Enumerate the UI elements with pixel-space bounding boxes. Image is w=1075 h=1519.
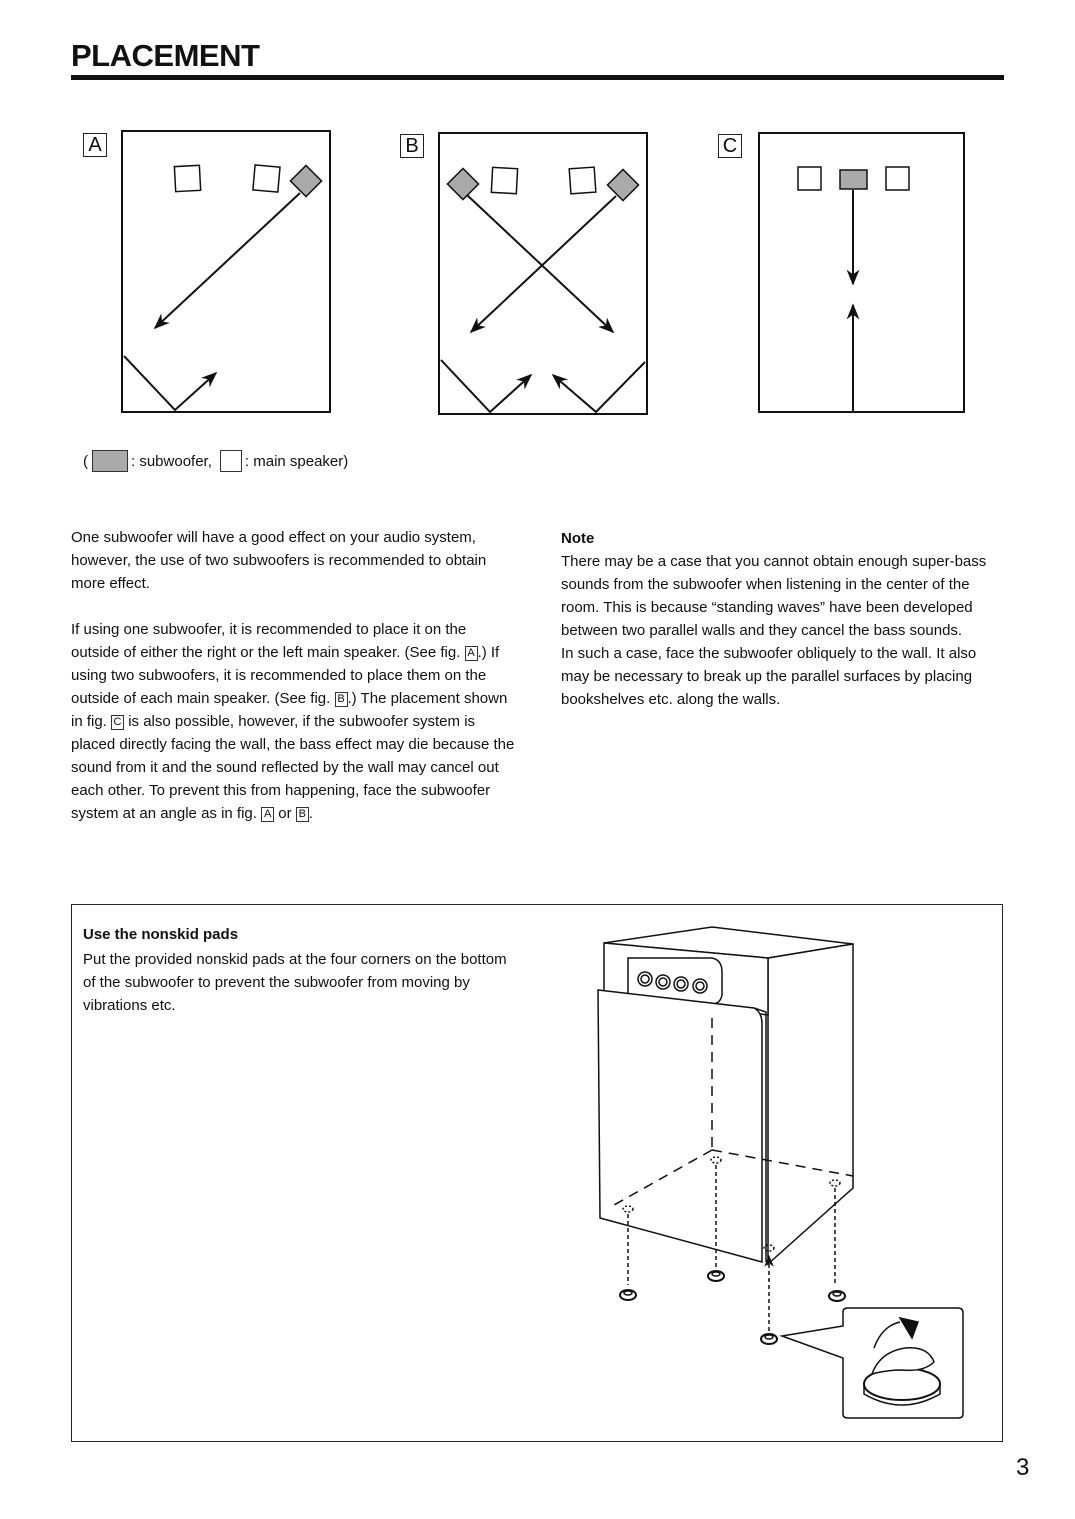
fig-ref-b: B — [335, 692, 348, 707]
note-paragraph-1: There may be a case that you cannot obtain enough super-bass sounds from the subwoofer when listening in the center of the room. This is because “standing waves” have been developed between two parallel walls and they cancel the bass sounds. — [561, 553, 987, 639]
note-heading: Note — [561, 530, 595, 547]
legend-main-speaker-label: : main speaker) — [244, 452, 349, 470]
main-speaker-swatch-icon — [220, 450, 242, 472]
fig-label-c: C — [718, 134, 742, 158]
diagram-b — [439, 133, 647, 414]
fig-ref-a: A — [261, 807, 274, 822]
legend-open-paren: ( — [83, 452, 88, 470]
placement-text-2: .) If using two subwoofers, it is recommended to place them on the outside of each main speaker. (See fig. — [71, 644, 500, 707]
placement-text-6: . — [308, 805, 313, 822]
page-number: 3 — [1016, 1454, 1030, 1481]
legend — [83, 450, 348, 472]
main-speaker-icon — [491, 167, 517, 193]
page-title: PLACEMENT — [71, 38, 260, 73]
note-paragraph-2: In such a case, face the subwoofer obliquely to the wall. It also may be necessary to break up the parallel surfaces by placing bookshelves etc. along the walls. — [561, 645, 977, 708]
main-speaker-icon — [569, 167, 596, 194]
main-speaker-icon — [886, 167, 909, 190]
main-speaker-icon — [798, 167, 821, 190]
subwoofer-icon — [447, 168, 478, 199]
subwoofer-swatch-icon — [92, 450, 128, 472]
subwoofer-icon — [840, 170, 867, 189]
nonskid-text: Put the provided nonskid pads at the four corners on the bottom of the subwoofer to prevent the subwoofer from moving by vibrations etc. — [83, 951, 507, 1014]
intro-paragraph: One subwoofer will have a good effect on your audio system, however, the use of two subwoofers is recommended to obtain more effect. — [71, 529, 487, 592]
fig-label-b: B — [400, 134, 424, 158]
diagram-a — [122, 131, 330, 412]
diagram-c — [759, 133, 964, 412]
nonskid-heading: Use the nonskid pads — [83, 926, 239, 943]
main-speaker-icon — [174, 165, 200, 191]
legend-subwoofer-label: : subwoofer, — [131, 452, 212, 470]
fig-ref-a: A — [465, 646, 478, 661]
fig-ref-c: C — [111, 715, 124, 730]
main-speaker-icon — [253, 165, 280, 192]
placement-text-4: is also possible, however, if the subwoofer system is placed directly facing the wall, the bass effect may die because the sound from it and the sound reflected by the wall may cancel out each other. To prevent this from happening, face the subwoofer system at an angle as in fig. — [71, 713, 515, 822]
placement-text-5: or — [274, 805, 296, 822]
subwoofer-icon — [607, 169, 638, 200]
placement-text-3: .) The placement shown in fig. — [71, 690, 508, 730]
fig-label-a: A — [83, 133, 107, 157]
subwoofer-icon — [290, 165, 321, 196]
placement-text-1: If using one subwoofer, it is recommended to place it on the outside of either the right or the left main speaker. (See fig. — [71, 621, 467, 661]
note-section — [561, 527, 1006, 711]
fig-ref-b: B — [296, 807, 309, 822]
placement-paragraph — [71, 618, 516, 825]
